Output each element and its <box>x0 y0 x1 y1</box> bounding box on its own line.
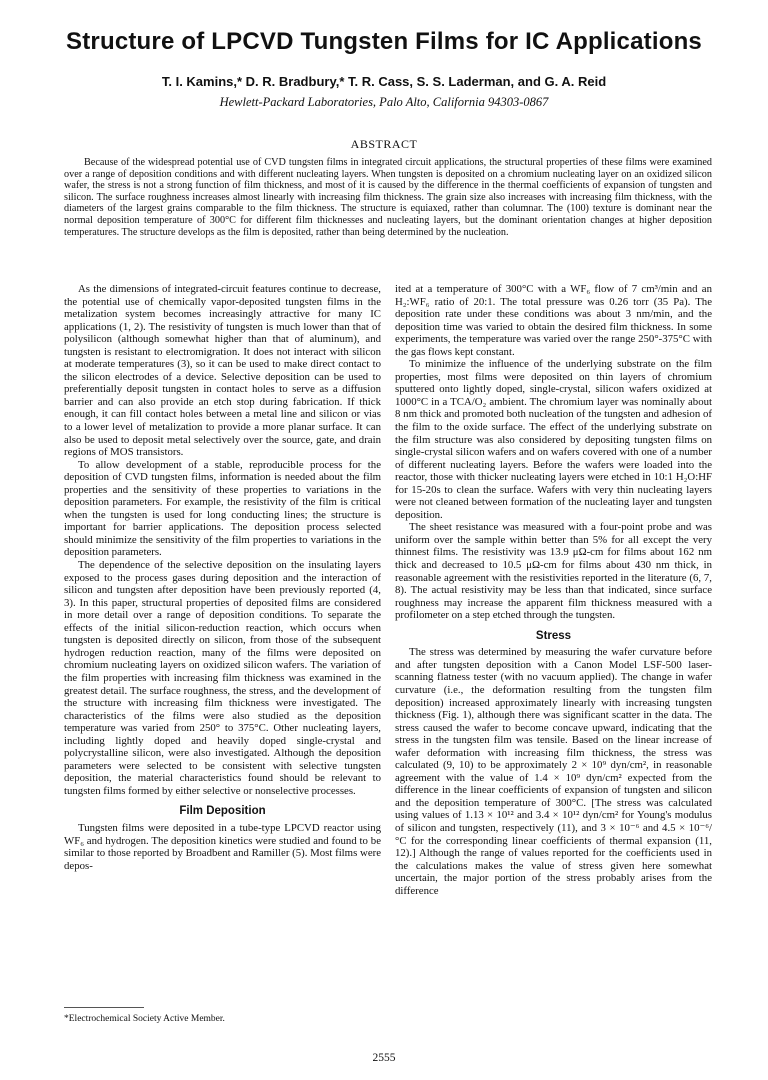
section-heading-stress: Stress <box>535 629 572 642</box>
paragraph: The dependence of the selective deposition on the insulating layers exposed to the process gases during deposition and the interaction of silicon and tungsten after deposition have been previously reported (4, 3). In this paper, structural properties of deposited films are considered in more detail over a range of deposition conditions. To separate the effects of the initial silicon-reduction reaction, which occurs when tungsten is deposited directly on silicon, from those of the subsequent hydrogen reduction reaction, many of the films were deposited on chromium nucleating layers on oxidized silicon wafers. The variation of the film properties with increasing film thickness was examined in the greatest detail. The surface roughness, the stress, and the development of the structure with increasing film thickness were investigated. The characteristics of the films were also studied as the deposition temperature was varied from 250° to 375°C. Other nucleating layers, including lightly doped and heavily doped single-crystal and polycrystalline silicon, were also investigated. Although the deposition parameters were selected to be consistent with selective tungsten deposition, the material characteristics found should be relevant to tungsten films formed by either selective or nonselective processes. <box>64 559 381 797</box>
paragraph: To minimize the influence of the underlying substrate on the film properties, most films were deposited on thin layers of chromium sputtered onto lightly doped, single-crystal, silicon wafers oxidized at 1000°C in a TCA/O₂ ambient. The chromium layer was nominally about 8 nm thick and promoted both nucleation of the tungsten and adhesion of the film to the oxide surface. The effect of the underlying substrate on the film structure was also considered by depositing tungsten films on single-crystal silicon wafers and on wafers covered with one of a number of different nucleating layers. Before the wafers were loaded into the reactor, those with thicker nucleating layers were etched in 10:1 H₂O:HF for 15-20s to clean the surface. Wafers with very thin nucleating layers were not cleaned between formation of the nucleating layer and tungsten deposition. <box>395 358 712 521</box>
paragraph: Tungsten films were deposited in a tube-type LPCVD reactor using WF₆ and hydrogen. The deposition kinetics were studied and found to be similar to those reported by Broadbent and Ramiller (5). Most films were depos- <box>64 821 381 872</box>
abstract-heading: ABSTRACT <box>350 137 418 151</box>
page-number: 2555 <box>372 1052 396 1064</box>
footnote-divider <box>64 1007 144 1008</box>
paragraph: To allow development of a stable, reproducible process for the deposition of CVD tungsten films, information is needed about the film properties and the sensitivity of these properties to variations in the deposition parameters. For example, the resistivity of the film is critical when the tungsten is used for long conducting lines; the structure is important for barrier applications. The deposition process selected should minimize the sensitivity of the film properties to variations in the deposition parameters. <box>64 458 381 559</box>
paragraph: As the dimensions of integrated-circuit features continue to decrease, the potential use of chemically vapor-deposited tungsten films in the metalization system becomes increasingly attractive for many IC applications (1, 2). The resistivity of tungsten is much lower than that of polysilicon (although somewhat higher than that of aluminum), and tungsten is resistant to electromigration. It does not interact with silicon at moderate temperatures (3), so it can be used to make direct contact to the silicon electrodes of a device. Selective deposition can be used to preferentially deposit tungsten in contact holes to serve as a diffusion barrier and can also provide an etch stop during fabrication. If thick enough, it can fill contact holes between a metal line and silicon or vias to a lower level of metalization to provide a more planar surface. It can also be used to deposit metal selectively over the source, gate, and drain regions of MOS transistors. <box>64 283 381 459</box>
right-column <box>395 283 712 897</box>
paragraph: ited at a temperature of 300°C with a WF₆ flow of 7 cm³/min and an H₂:WF₆ ratio of 20:1. The total pressure was 0.26 torr (35 Pa). The deposition rate under these conditions was about 3 nm/min, and the deposition time was varied to obtain the desired film thickness. In some experiments, the temperature was varied over the range 250°-375°C with the gas flows kept constant. <box>395 283 712 358</box>
section-heading-film-deposition: Film Deposition <box>179 805 266 818</box>
left-column <box>64 283 381 872</box>
abstract-text: Because of the widespread potential use of CVD tungsten films in integrated circuit applications, the structural properties of these films were examined over a range of deposition conditions and with different nucleating layers. When tungsten is deposited on a chromium nucleating layer on an oxidized silicon wafer, the stress is not a strong function of film thickness, and most of it is caused by the difference in the thermal coefficients of expansion of tungsten and silicon. The surface roughness increases almost linearly with increasing film thickness. The grain size also increases with increasing film thickness, with the diameters of the largest grains comparable to the film thickness. The structure is equiaxed, rather than columnar. The (100) texture is dominant near the normal deposition temperature of 300°C for different film thicknesses and nucleating layers, but the dominant orientation changes at higher deposition temperatures. The structure develops as the film is deposited, rather than being determined by the nucleation. <box>64 157 712 238</box>
affiliation: Hewlett-Packard Laboratories, Palo Alto, California 94303-0867 <box>219 95 549 109</box>
paragraph: The stress was determined by measuring the wafer curvature before and after tungsten deposition with a Canon Model LSF-500 laser-scanning flatness tester (with no vacuum applied). The change in wafer curvature (i.e., the deformation resulting from the tungsten film deposition) increased approximately linearly with increasing tungsten thickness (Fig. 1), although there was significant scatter in the data. The stress caused the wafer to become concave upward, indicating that the stress in the tungsten film was tensile. Based on the linear increase of wafer deformation with increasing film thickness, the stress was calculated (9, 10) to be approximately 2 × 10⁹ dyn/cm², in reasonable agreement with the value of 1.4 × 10⁹ dyn/cm² expected from the difference in the linear coefficients of expansion of tungsten and silicon and the deposition temperature of 300°C. [The stress was calculated using values of 1.13 × 10¹² and 3.4 × 10¹² dyn/cm² for Young's modulus of silicon and tungsten, respectively (11), and 3 × 10⁻⁶ and 4.5 × 10⁻⁶/°C for the corresponding linear coefficients of thermal expansion (11, 12).] Although the range of values reported for the coefficients used in the calculations makes the value of stress given here somewhat uncertain, the major portion of the stress probably arises from the difference <box>395 646 712 897</box>
paper-title: Structure of LPCVD Tungsten Films for IC Applications <box>66 28 702 55</box>
paragraph: The sheet resistance was measured with a four-point probe and was uniform over the sample within better than 5% for all except the very thinnest films. The resistivity was 13.9 μΩ-cm for films about 162 nm thick and decreased to 10.5 μΩ-cm for films about 430 nm thick, in reasonable agreement with the resistivities reported in the literature (6, 7, 8). The actual resistivity may be less than that indicated, since surface roughness may increase the apparent film thickness measured with a profilometer on a step etched through the tungsten. <box>395 521 712 622</box>
abstract <box>64 157 712 238</box>
footnote: *Electrochemical Society Active Member. <box>64 1014 225 1024</box>
author-list: T. I. Kamins,* D. R. Bradbury,* T. R. Cass, S. S. Laderman, and G. A. Reid <box>161 74 607 89</box>
